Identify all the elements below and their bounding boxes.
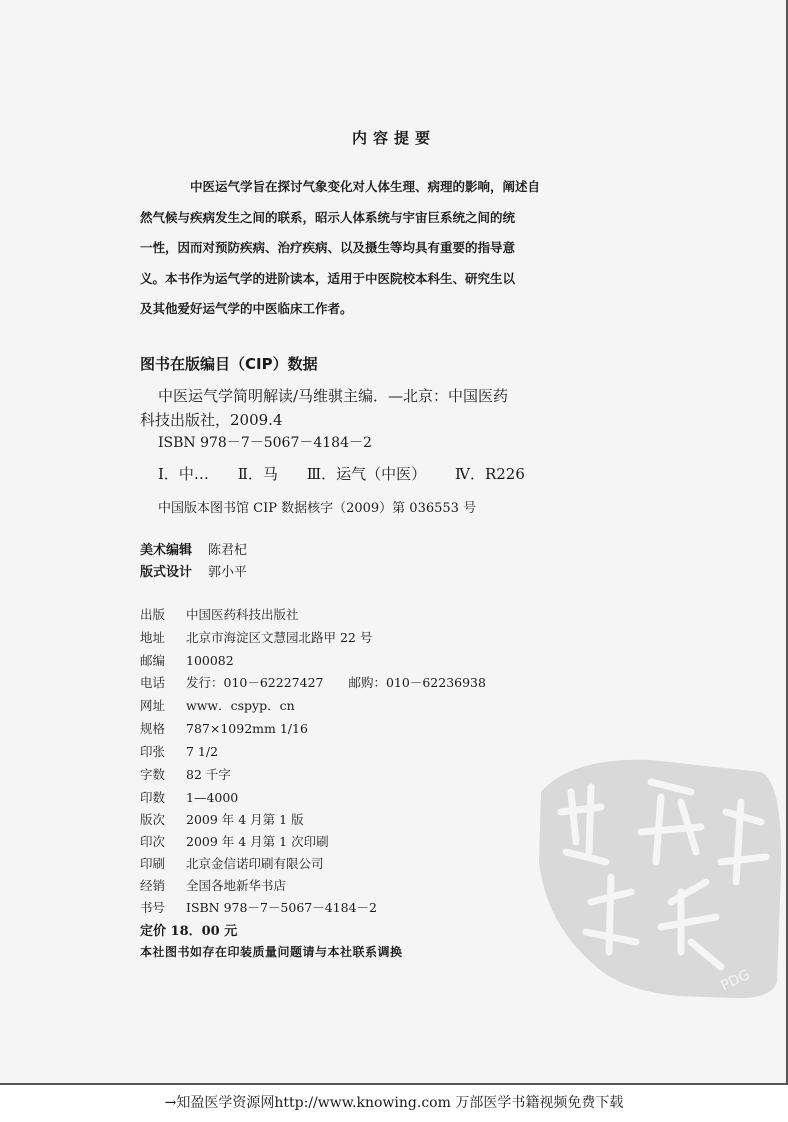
info-label: 出版 xyxy=(140,607,166,622)
abstract-block xyxy=(140,172,640,325)
cip-publisher-line: 科技出版社，2009.4 xyxy=(140,411,283,429)
info-label: 地址 xyxy=(140,630,166,645)
info-value: 中国医药科技出版社 xyxy=(186,607,299,622)
info-row xyxy=(140,628,372,646)
info-row xyxy=(140,898,377,916)
info-row xyxy=(140,810,304,828)
info-label: 字数 xyxy=(140,767,166,782)
credit-label: 版式设计 xyxy=(140,565,193,580)
credit-row xyxy=(140,539,247,558)
info-value: 发行：010－62227427 邮购：010－62236938 xyxy=(186,675,486,690)
info-label: 印刷 xyxy=(140,856,166,871)
info-row xyxy=(140,696,295,714)
info-value: ISBN 978－7－5067－4184－2 xyxy=(186,900,377,915)
info-value: 2009 年 4 月第 1 次印刷 xyxy=(186,834,329,849)
footer-banner: →知盈医学资源网http://www.knowing.com 万部医学书籍视频免费下载 xyxy=(164,1095,624,1111)
abstract-line: 然气候与疾病发生之间的联系，昭示人体系统与宇宙巨系统之间的统 xyxy=(140,209,516,225)
info-value: www．cspyp．cn xyxy=(186,698,295,713)
info-value: 7 1/2 xyxy=(186,744,219,759)
seal-watermark-icon xyxy=(531,752,786,1002)
abstract-line: 一性，因而对预防疾病、治疗疾病、以及摄生等均具有重要的指导意 xyxy=(140,240,516,255)
price: 定价 18．00 元 xyxy=(140,924,238,939)
info-label: 版次 xyxy=(140,812,166,827)
svg-text:PDG: PDG xyxy=(718,966,753,995)
abstract-line: 义。本书作为运气学的进阶读本，适用于中医院校本科生、研究生以 xyxy=(140,270,516,286)
cip-class-item: Ⅲ．运气（中医） xyxy=(306,465,427,483)
cip-isbn: ISBN 978－7－5067－4184－2 xyxy=(158,435,372,451)
info-label: 网址 xyxy=(140,698,166,713)
info-row xyxy=(140,876,286,894)
info-label: 电话 xyxy=(140,675,166,690)
cip-class-item: Ⅳ．R226 xyxy=(454,465,525,483)
info-label: 印数 xyxy=(140,790,166,805)
info-row xyxy=(140,854,324,872)
cip-heading: 图书在版编目（CIP）数据 xyxy=(140,355,318,373)
cip-class-item: Ⅰ．中… xyxy=(158,465,209,483)
info-label: 邮编 xyxy=(140,653,166,668)
info-row xyxy=(140,832,329,850)
info-value: 北京金信诺印刷有限公司 xyxy=(186,856,324,871)
info-value: 全国各地新华书店 xyxy=(186,878,287,893)
cip-class-item: Ⅱ．马 xyxy=(237,465,278,483)
info-label: 印次 xyxy=(140,834,166,849)
info-value: 100082 xyxy=(186,653,234,668)
info-label: 经销 xyxy=(140,878,166,893)
info-row xyxy=(140,742,218,760)
info-value: 82 千字 xyxy=(186,767,231,782)
credit-value: 陈君杞 xyxy=(208,543,248,558)
info-value: 北京市海淀区文慧园北路甲 22 号 xyxy=(186,630,373,645)
info-value: 787×1092mm 1/16 xyxy=(186,721,308,736)
credit-row xyxy=(140,561,247,580)
cip-title-line: 中医运气学简明解读/马维骐主编．—北京：中国医药 xyxy=(158,387,509,405)
credit-value: 郭小平 xyxy=(208,565,248,580)
info-label: 规格 xyxy=(140,721,166,736)
cip-classification xyxy=(158,463,547,484)
info-row xyxy=(140,605,299,623)
info-value: 2009 年 4 月第 1 版 xyxy=(186,812,304,827)
info-row xyxy=(140,673,486,691)
abstract-line: 中医运气学旨在探讨气象变化对人体生理、病理的影响，阐述自 xyxy=(190,179,541,194)
info-row xyxy=(140,765,231,783)
abstract-line: 及其他爱好运气学的中医临床工作者。 xyxy=(140,301,353,316)
info-row xyxy=(140,788,238,806)
info-value: 1—4000 xyxy=(186,790,239,805)
info-label: 书号 xyxy=(140,900,166,915)
info-row xyxy=(140,651,234,669)
credit-label: 美术编辑 xyxy=(140,543,193,558)
page-title: 内容提要 xyxy=(351,129,436,147)
cip-note: 中国版本图书馆 CIP 数据核字（2009）第 036553 号 xyxy=(158,501,477,516)
info-label: 印张 xyxy=(140,744,166,759)
quality-notice: 本社图书如存在印装质量问题请与本社联系调换 xyxy=(140,945,403,959)
info-row xyxy=(140,719,308,737)
